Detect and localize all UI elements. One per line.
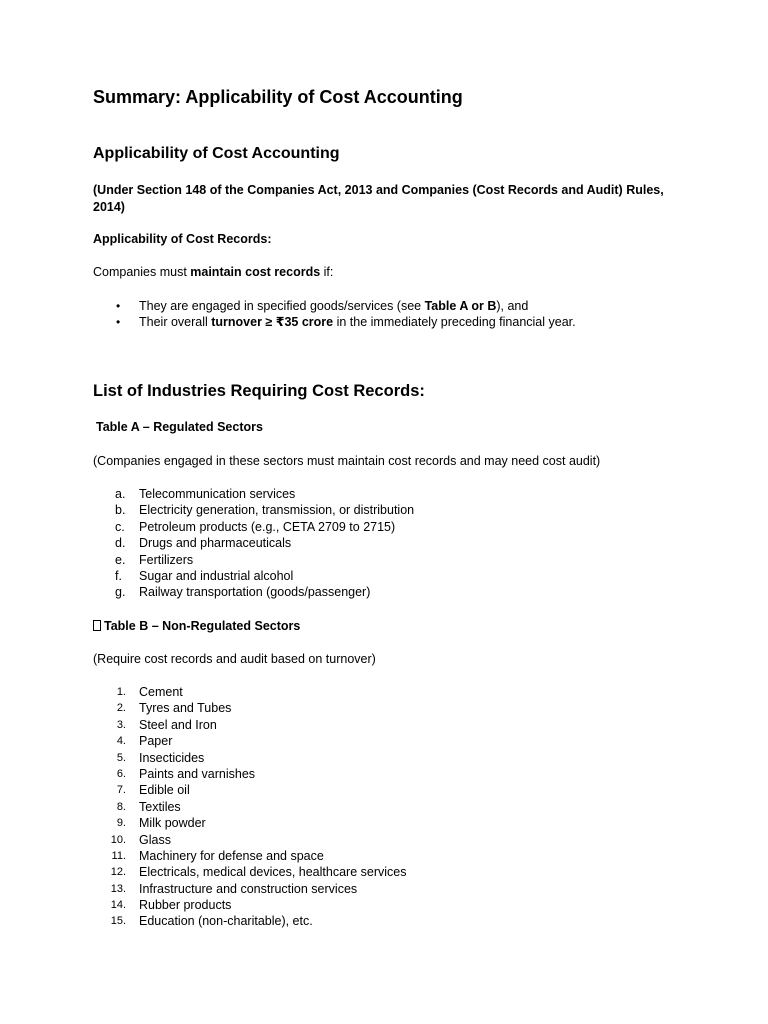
list-item-text: Rubber products (139, 898, 232, 913)
list-item (93, 799, 406, 815)
list-item (93, 314, 576, 330)
list-item-text: Infrastructure and construction services (139, 881, 358, 896)
list-marker: 14. (110, 899, 126, 912)
condition-bold: Table A or B (424, 299, 497, 313)
records-heading: Applicability of Cost Records: (93, 232, 272, 246)
table-b-heading: Table B – Non-Regulated Sectors (104, 619, 301, 633)
condition-prefix: They are engaged in specified goods/services (see (139, 299, 425, 313)
list-item-text: Textiles (139, 799, 181, 814)
list-item (93, 717, 406, 733)
list-item (93, 298, 576, 314)
intro-bold: maintain cost records (190, 265, 321, 279)
industries-heading: List of Industries Requiring Cost Records: (93, 382, 425, 400)
list-item-text: Tyres and Tubes (139, 701, 232, 716)
condition-suffix: in the immediately preceding financial year. (333, 315, 576, 330)
missing-glyph-icon (93, 620, 101, 631)
list-item-text: Railway transportation (goods/passenger) (139, 585, 371, 600)
list-marker: 11. (111, 849, 126, 862)
condition-prefix: Their overall (139, 315, 212, 330)
list-item-text: Electricals, medical devices, healthcare services (139, 865, 407, 880)
intro-prefix: Companies must (93, 265, 191, 279)
list-marker: 4. (116, 735, 126, 748)
list-marker: 2. (116, 702, 126, 715)
list-item-text: Sugar and industrial alcohol (139, 568, 294, 583)
list-item (93, 733, 406, 749)
list-item (93, 486, 414, 502)
table-a-note: (Companies engaged in these sectors must maintain cost records and may need cost audit) (93, 454, 601, 468)
list-item (93, 584, 414, 600)
list-item (93, 864, 406, 880)
list-marker: 10. (110, 833, 126, 846)
list-item-text: Milk powder (139, 816, 206, 831)
document-title: Summary: Applicability of Cost Accounting (93, 87, 463, 107)
list-item-text: Paints and varnishes (139, 766, 256, 781)
list-marker: 12. (110, 866, 126, 879)
bullet-icon: • (116, 315, 121, 330)
list-item (93, 913, 406, 929)
list-item-text: Electricity generation, transmission, or distribution (139, 503, 415, 518)
list-item-text: Glass (139, 832, 171, 847)
list-marker: 15. (110, 915, 126, 928)
bullet-icon: • (116, 299, 121, 313)
condition-suffix: ), and (496, 299, 529, 313)
list-marker: 5. (116, 751, 126, 764)
list-item (93, 766, 406, 782)
list-item (93, 519, 414, 535)
list-marker: c. (115, 519, 125, 534)
list-item (93, 832, 406, 848)
list-item (93, 815, 406, 831)
list-item (93, 750, 406, 766)
list-item (93, 535, 414, 551)
list-item (93, 502, 414, 518)
list-item (93, 684, 406, 700)
list-marker: f. (115, 568, 122, 583)
list-marker: 13. (110, 882, 126, 895)
list-item (93, 848, 406, 864)
legal-reference: (Under Section 148 of the Companies Act, 2013 and Companies (Cost Records and Audit) Rules, 2014) (93, 183, 664, 214)
list-item (93, 552, 414, 568)
list-item (93, 897, 406, 913)
list-item-text: Machinery for defense and space (139, 848, 324, 863)
list-item-text: Paper (139, 734, 173, 749)
intro-paragraph (93, 264, 333, 281)
list-marker: a. (115, 487, 126, 501)
list-item-text: Insecticides (139, 750, 205, 765)
list-marker: 3. (116, 718, 126, 731)
list-item-text: Cement (139, 685, 183, 699)
list-marker: d. (115, 536, 126, 551)
list-item-text: Edible oil (139, 783, 190, 798)
list-item-text: Drugs and pharmaceuticals (139, 536, 292, 551)
list-item-text: Fertilizers (139, 552, 194, 567)
conditions-list (93, 298, 576, 331)
list-marker: 9. (116, 817, 126, 830)
list-item-text: Education (non-charitable), etc. (139, 914, 313, 929)
list-item-text: Steel and Iron (139, 717, 217, 732)
list-marker: g. (115, 585, 126, 600)
table-b-list (93, 684, 406, 930)
table-b-heading-row (93, 618, 300, 635)
condition-bold: turnover ≥ ₹35 crore (211, 315, 334, 330)
list-marker: 6. (116, 767, 126, 780)
list-item (93, 568, 414, 584)
list-item (93, 700, 406, 716)
list-marker: 8. (116, 800, 126, 813)
list-item-text: Petroleum products (e.g., CETA 2709 to 2715) (139, 519, 396, 534)
table-a-heading: Table A – Regulated Sectors (96, 420, 263, 434)
list-item (93, 782, 406, 798)
table-b-note: (Require cost records and audit based on turnover) (93, 652, 376, 666)
section-heading: Applicability of Cost Accounting (93, 145, 340, 162)
list-item (93, 881, 406, 897)
list-marker: 1. (116, 686, 126, 698)
table-a-list (93, 486, 414, 601)
list-marker: e. (115, 552, 126, 567)
list-marker: 7. (116, 784, 126, 797)
list-item-text: Telecommunication services (139, 487, 296, 501)
list-marker: b. (115, 503, 126, 518)
intro-suffix: if: (320, 265, 334, 279)
